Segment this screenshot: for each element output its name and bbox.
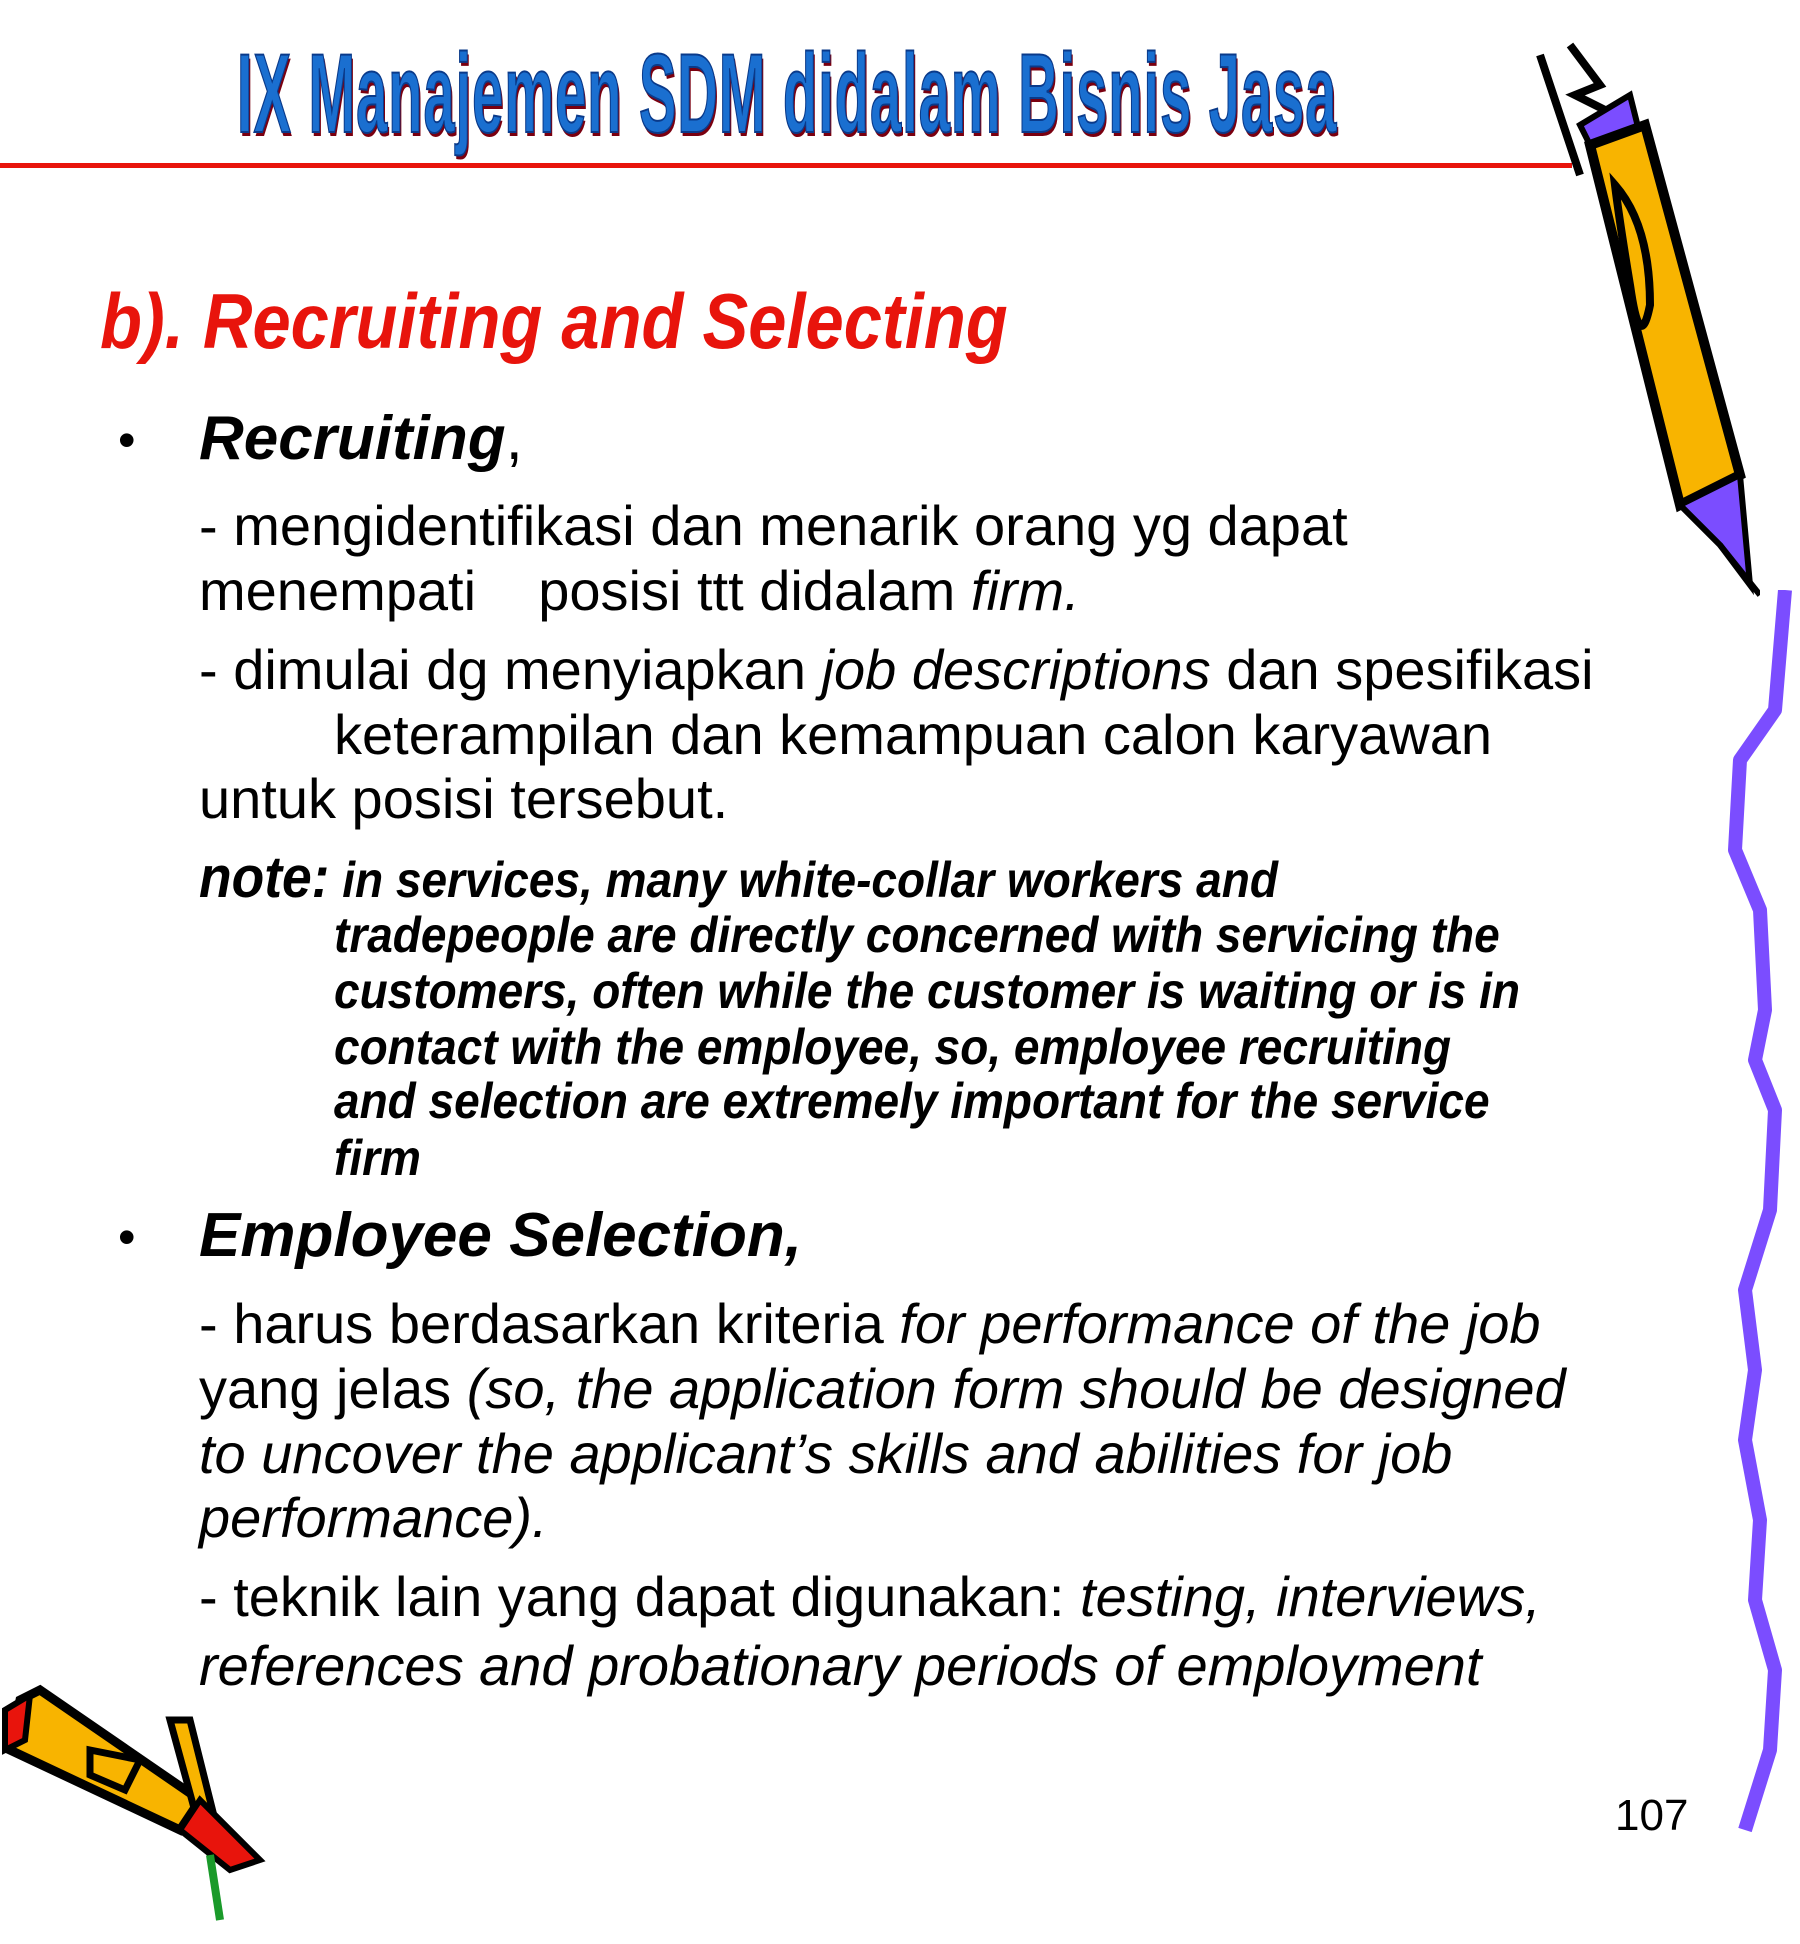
pencil-clipart-icon <box>1520 25 1760 605</box>
body-line: untuk posisi tersebut. <box>199 767 729 830</box>
note-line: note: in services, many white-collar workers and <box>199 845 1278 910</box>
note-line: and selection are extremely important for the service <box>334 1073 1490 1129</box>
body-line: - dimulai dg menyiapkan job descriptions dan spesifikasi <box>199 638 1594 701</box>
decorative-squiggle <box>1715 590 1800 1840</box>
slide-title: IX Manajemen SDM didalam Bisnis Jasa <box>237 31 1338 156</box>
page-number: 107 <box>1615 1791 1689 1840</box>
body-line: to uncover the applicant’s skills and abilities for job <box>199 1422 1453 1485</box>
body-line: performance). <box>199 1486 548 1549</box>
note-line: contact with the employee, so, employee recruiting <box>334 1019 1452 1075</box>
bullet-marker: • <box>118 412 136 468</box>
body-line: references and probationary periods of employment <box>199 1634 1482 1697</box>
body-line: - teknik lain yang dapat digunakan: testing, interviews, <box>199 1565 1541 1628</box>
heading-suffix: , <box>505 404 523 473</box>
body-line: - mengidentifikasi dan menarik orang yg dapat <box>199 494 1348 557</box>
body-line: keterampilan dan kemampuan calon karyawan <box>334 703 1492 766</box>
body-line: - harus berdasarkan kriteria for performance of the job <box>199 1292 1541 1355</box>
section-heading-employee-selection: Employee Selection, <box>199 1201 802 1270</box>
section-subtitle: b). Recruiting and Selecting <box>100 277 1008 365</box>
pencil-clipart-icon <box>0 1680 270 1940</box>
body-line: menempati posisi ttt didalam firm. <box>199 559 1080 622</box>
note-line: tradepeople are directly concerned with servicing the <box>334 907 1500 963</box>
note-line: customers, often while the customer is waiting or is in <box>334 963 1521 1019</box>
heading-text: Recruiting <box>199 404 506 473</box>
title-divider <box>0 163 1572 168</box>
section-heading-recruiting <box>199 404 523 474</box>
bullet-marker: • <box>118 1209 136 1265</box>
note-label: note: <box>199 845 330 910</box>
note-line: firm <box>334 1130 421 1186</box>
body-line: yang jelas (so, the application form should be designed <box>199 1357 1566 1420</box>
